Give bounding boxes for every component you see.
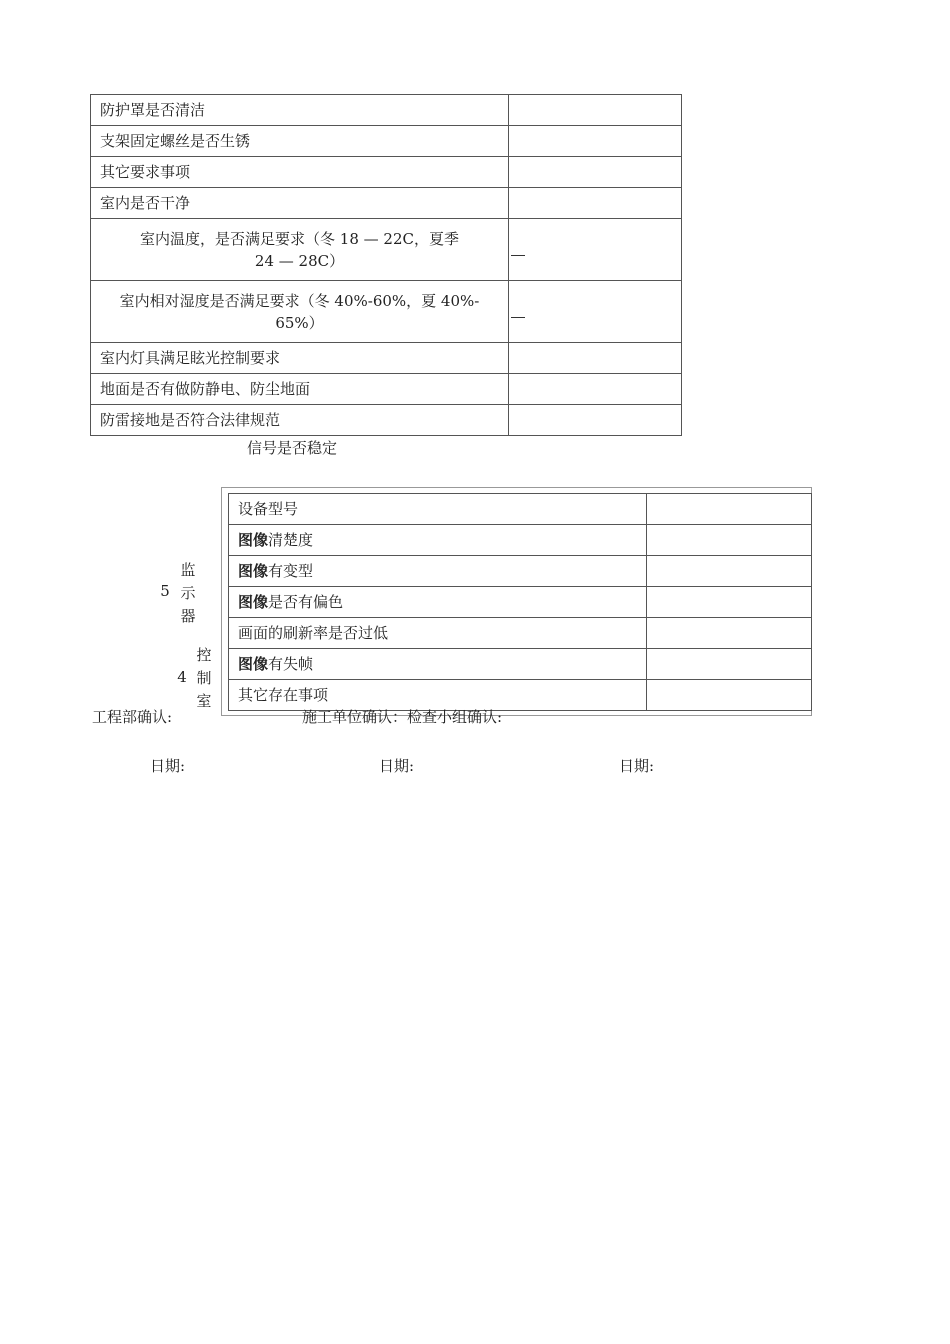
humidity-line2: 65%） — [275, 313, 324, 332]
table-row — [229, 556, 812, 587]
item-label: 其它存在事项 — [229, 680, 647, 711]
result-cell[interactable] — [509, 188, 682, 219]
date-label-1: 日期: — [150, 757, 186, 775]
result-cell[interactable] — [647, 525, 812, 556]
label-char: 控 — [196, 646, 212, 664]
item-label: 支架固定螺丝是否生锈 — [91, 126, 509, 157]
result-cell[interactable] — [647, 618, 812, 649]
label-char: 器 — [180, 607, 196, 625]
result-cell[interactable] — [509, 281, 682, 343]
table-row — [229, 618, 812, 649]
result-cell[interactable] — [509, 405, 682, 436]
result-cell[interactable] — [647, 680, 812, 711]
table-row — [229, 525, 812, 556]
table-row — [91, 281, 682, 343]
monitor-table-frame — [221, 487, 812, 716]
table-row — [91, 126, 682, 157]
monitor-table — [228, 493, 812, 711]
result-cell[interactable] — [509, 126, 682, 157]
date-label-2: 日期: — [379, 757, 415, 775]
inspection-table-upper — [90, 94, 682, 436]
temperature-line2: 24 — 28C） — [254, 251, 345, 270]
engineering-confirm-label: 工程部确认: — [92, 708, 173, 726]
item-label: 其它要求事项 — [91, 157, 509, 188]
item-label: 画面的刷新率是否过低 — [229, 618, 647, 649]
label-char: 监 — [180, 561, 196, 579]
table-row — [229, 494, 812, 525]
table-row — [91, 157, 682, 188]
table-row — [91, 219, 682, 281]
signal-caption: 信号是否稳定 — [247, 439, 338, 457]
blank-mark — [511, 245, 525, 256]
label-char: 室 — [196, 692, 212, 710]
result-cell[interactable] — [647, 556, 812, 587]
table-row — [91, 188, 682, 219]
table-row — [229, 649, 812, 680]
date-label-3: 日期: — [619, 757, 655, 775]
item-label: 室内灯具满足眩光控制要求 — [91, 343, 509, 374]
label-char: 制 — [196, 669, 212, 687]
result-cell[interactable] — [647, 649, 812, 680]
item-label: 图像清楚度 — [229, 525, 647, 556]
result-cell[interactable] — [509, 343, 682, 374]
table-row — [91, 343, 682, 374]
result-cell[interactable] — [647, 587, 812, 618]
item-label: 室内是否干净 — [91, 188, 509, 219]
result-cell[interactable] — [647, 494, 812, 525]
label-char: 示 — [180, 584, 196, 602]
table-row — [91, 405, 682, 436]
item-label: 图像有变型 — [229, 556, 647, 587]
table-row — [91, 374, 682, 405]
section-label-control — [194, 644, 214, 713]
humidity-item — [91, 281, 509, 343]
table-row — [91, 95, 682, 126]
blank-mark — [511, 307, 525, 318]
temperature-item — [91, 219, 509, 281]
humidity-line1: 室内相对湿度是否满足要求（冬 40%-60%，夏 40%- — [119, 291, 480, 310]
result-cell[interactable] — [509, 95, 682, 126]
item-label: 地面是否有做防静电、防尘地面 — [91, 374, 509, 405]
section-number-monitor: 5 — [160, 582, 170, 600]
result-cell[interactable] — [509, 219, 682, 281]
item-label: 防雷接地是否符合法律规范 — [91, 405, 509, 436]
item-label: 防护罩是否清洁 — [91, 95, 509, 126]
contractor-confirm-label: 施工单位确认：检查小组确认: — [302, 708, 503, 726]
item-label: 图像是否有偏色 — [229, 587, 647, 618]
item-label: 设备型号 — [229, 494, 647, 525]
section-number-control: 4 — [177, 668, 187, 686]
table-row — [229, 587, 812, 618]
result-cell[interactable] — [509, 374, 682, 405]
item-label: 图像有失帧 — [229, 649, 647, 680]
temperature-line1: 室内温度，是否满足要求（冬 18 — 22C，夏季 — [140, 229, 459, 248]
result-cell[interactable] — [509, 157, 682, 188]
section-label-monitor — [178, 559, 198, 628]
